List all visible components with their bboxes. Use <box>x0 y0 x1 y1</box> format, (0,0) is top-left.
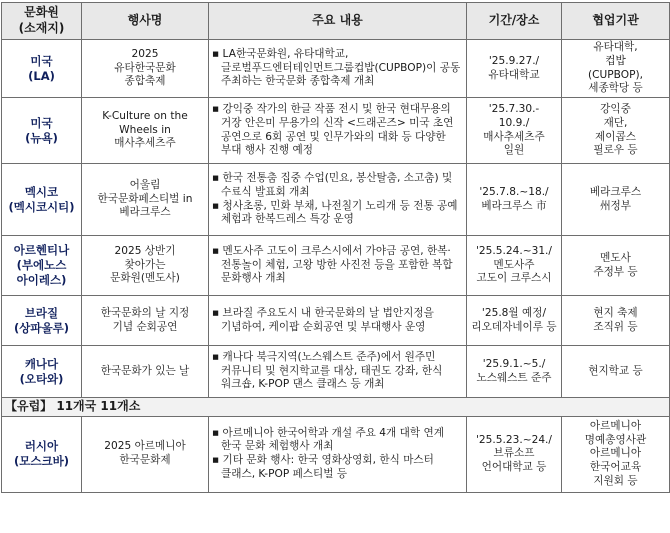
period-line: '25.5.23.~24./ <box>475 433 552 446</box>
partner-line: 제이콥스 <box>595 130 636 143</box>
event-name-cell <box>82 40 209 98</box>
partner-line: 베라크루스 <box>589 185 642 198</box>
content-cell <box>209 98 467 164</box>
table-row <box>2 164 670 236</box>
country-line: 아르헨티나 <box>13 243 70 258</box>
period-line: 10.9./ <box>498 116 530 129</box>
content-line: ▪ 멘도사주 고도이 크루스시에서 가야금 공연, 한복·전통놀이 체험, 고왕 방한 사진전 등을 포함한 복합 문화행사 개최 <box>212 244 453 285</box>
content-line: ▪ 캐나다 북극지역(노스웨스트 준주)에서 원주민 커뮤니티 및 현지학교를 대상, 태권도 강좌, 한식 워크숍, K-POP 댄스 클래스 등 개최 <box>212 350 443 391</box>
partner-line: 멘도사 <box>600 251 631 264</box>
header-period-line: 기간/장소 <box>488 13 540 28</box>
event-name-line: 한국문화의 날 지정 <box>100 306 190 319</box>
country-cell <box>2 296 82 346</box>
event-name-line: K-Culture on the <box>102 109 188 122</box>
table-row <box>2 416 670 492</box>
country-line: (멕시코시티) <box>8 199 75 214</box>
header-content-line: 주요 내용 <box>312 13 363 28</box>
partner-line: 명예총영사관 <box>584 433 647 446</box>
event-name-line: 기념 순회공연 <box>112 320 178 333</box>
content-cell <box>209 346 467 398</box>
content-cell <box>209 416 467 492</box>
content-line: ▪ 한국 전통춤 집중 수업(민요, 봉산탈춤, 소고춤) 및 수료식 발표회 개최 <box>212 172 453 198</box>
header-content <box>209 3 467 40</box>
period-line: 브류소프 <box>493 447 535 460</box>
content-line: ▪ 청사초롱, 민화 부채, 나전칠기 노리개 등 전통 공예 체험과 한복드레스 특강 운영 <box>212 199 458 226</box>
partner-line: 아르메니아 <box>589 419 642 432</box>
country-cell <box>2 346 82 398</box>
period-cell <box>467 40 562 98</box>
event-name-line: 종합축제 <box>124 75 166 88</box>
period-line: 노스웨스트 준주 <box>476 371 552 384</box>
partner-line: 현지학교 등 <box>588 364 643 377</box>
region-header-row <box>2 398 670 417</box>
period-line: '25.7.30.- <box>488 103 540 116</box>
partner-cell <box>562 416 670 492</box>
content-cell <box>209 236 467 296</box>
content-line: ▪ 강익중 작가의 한글 작품 전시 및 한국 현대무용의 거장 안은미 무용가의 신작 <드래곤즈> 미국 초연 공연으로 6회 공연 및 인무가와의 대화 등 다양한 부대 행사 진행 예정 <box>212 103 454 157</box>
partner-cell <box>562 296 670 346</box>
table-row <box>2 296 670 346</box>
table-row <box>2 40 670 98</box>
event-name-cell <box>82 346 209 398</box>
event-name-cell <box>82 296 209 346</box>
content-cell <box>209 164 467 236</box>
country-line: (뉴욕) <box>25 130 58 145</box>
header-country <box>2 3 82 40</box>
period-line: 고도이 크루스시 <box>476 272 552 285</box>
event-name-line: 베라크루스 <box>119 206 171 219</box>
country-cell <box>2 164 82 236</box>
table-row <box>2 346 670 398</box>
country-cell <box>2 416 82 492</box>
table-header-row <box>2 3 670 40</box>
event-name-cell <box>82 98 209 164</box>
partner-line: 유타대학, <box>593 41 638 53</box>
country-line: 멕시코 <box>24 184 59 199</box>
partner-cell <box>562 40 670 98</box>
event-name-line: 매사추세츠주 <box>114 137 176 150</box>
partner-line: 지원회 등 <box>593 474 638 487</box>
country-cell <box>2 40 82 98</box>
content-line: ▪ LA한국문화원, 유타대학교, 글로벌푸드엔터테인먼트그룹컵밥(CUPBOP)이 공동 주최하는 한국문화 종합축제 개최 <box>212 47 461 88</box>
period-line: 리오데자네이루 등 <box>471 320 557 333</box>
header-country-line: 문화원 <box>24 5 59 20</box>
period-cell <box>467 236 562 296</box>
partner-line: 컵밥 <box>605 54 626 67</box>
country-cell <box>2 98 82 164</box>
period-line: '25.7.8.~18./ <box>479 185 549 198</box>
partner-line: 아르메니아 <box>589 447 642 460</box>
country-line: 브라질 <box>24 305 59 320</box>
table-row <box>2 236 670 296</box>
event-name-line: 2025 아르메니아 <box>104 440 186 453</box>
content-line: ▪ 기타 문화 행사: 한국 영화상영회, 한식 마스터 클래스, K-POP 페스티벌 등 <box>212 454 434 480</box>
event-name-line: 한국문화가 있는 날 <box>100 364 190 377</box>
event-name-line: 한국문화페스티벌 in <box>97 192 193 205</box>
period-line: 일원 <box>503 144 525 157</box>
period-line: '25.9.1.~5./ <box>482 357 546 370</box>
country-line: 캐나다 <box>24 356 59 371</box>
period-line: '25.8월 예정/ <box>481 306 547 319</box>
partner-line: 주정부 등 <box>593 265 638 278</box>
country-line: 미국 <box>30 115 53 130</box>
period-line: '25.9.27./ <box>488 54 540 67</box>
content-line: ▪ 아르메니아 한국어학과 개설 주요 4개 대학 연계 한국 문화 체험행사 개최 <box>212 426 444 453</box>
partner-line: 강익중 <box>600 103 631 116</box>
period-line: 유타대학교 <box>488 68 540 81</box>
country-line: (LA) <box>28 68 55 83</box>
period-cell <box>467 346 562 398</box>
partner-line: 州정부 <box>599 199 632 212</box>
event-name-line: 한국문화제 <box>119 454 171 467</box>
content-cell <box>209 40 467 98</box>
event-name-line: 문화원(멘도사) <box>110 272 180 285</box>
event-name-line: 찾아가는 <box>124 258 166 271</box>
period-line: 베라크루스 市 <box>481 199 547 212</box>
table-row <box>2 98 670 164</box>
content-cell <box>209 296 467 346</box>
partner-line: 세종학당 등 <box>588 82 643 95</box>
period-line: 멘도사주 <box>493 258 535 271</box>
country-cell <box>2 236 82 296</box>
event-name-cell <box>82 416 209 492</box>
content-line: ▪ 브라질 주요도시 내 한국문화의 날 법안지정을 기념하여, 케이팝 순회공연 및 부대행사 운영 <box>212 306 434 333</box>
country-line: 아이레스) <box>16 273 67 288</box>
header-period <box>467 3 562 40</box>
event-name-cell <box>82 236 209 296</box>
country-line: (상파울루) <box>14 320 69 335</box>
partner-cell <box>562 164 670 236</box>
period-cell <box>467 296 562 346</box>
event-name-line: 유타한국문화 <box>114 61 176 74</box>
period-cell <box>467 164 562 236</box>
event-name-line: 2025 <box>131 47 159 60</box>
period-line: '25.5.24.~31./ <box>475 244 552 257</box>
partner-line: 재단, <box>603 116 628 129</box>
event-name-cell <box>82 164 209 236</box>
country-line: (모스크바) <box>14 454 69 469</box>
header-event-line: 행사명 <box>127 13 163 28</box>
country-line: 러시아 <box>24 439 59 454</box>
country-line: (부에노스 <box>16 258 67 273</box>
event-name-line: Wheels in <box>119 123 171 136</box>
event-name-line: 2025 상반기 <box>114 244 176 257</box>
country-line: 미국 <box>30 53 53 68</box>
country-line: (오타와) <box>19 371 64 386</box>
partner-line: 필로우 등 <box>593 144 638 157</box>
header-partner-line: 협업기관 <box>592 13 639 28</box>
header-country-line: (소재지) <box>18 21 65 35</box>
partner-line: (CUPBOP), <box>588 68 643 81</box>
partner-line: 현지 축제 <box>593 306 638 319</box>
event-name-line: 어울림 <box>129 178 161 191</box>
header-partner <box>562 3 670 40</box>
partner-cell <box>562 346 670 398</box>
region-label: 【유럽】 11개국 11개소 <box>2 398 670 417</box>
partner-line: 한국어교육 <box>589 461 642 474</box>
partner-cell <box>562 98 670 164</box>
culture-events-table <box>1 2 670 493</box>
period-line: 매사추세츠주 <box>483 130 545 143</box>
period-cell <box>467 416 562 492</box>
partner-cell <box>562 236 670 296</box>
period-line: 언어대학교 등 <box>481 461 547 474</box>
header-event <box>82 3 209 40</box>
partner-line: 조직위 등 <box>593 320 638 333</box>
period-cell <box>467 98 562 164</box>
